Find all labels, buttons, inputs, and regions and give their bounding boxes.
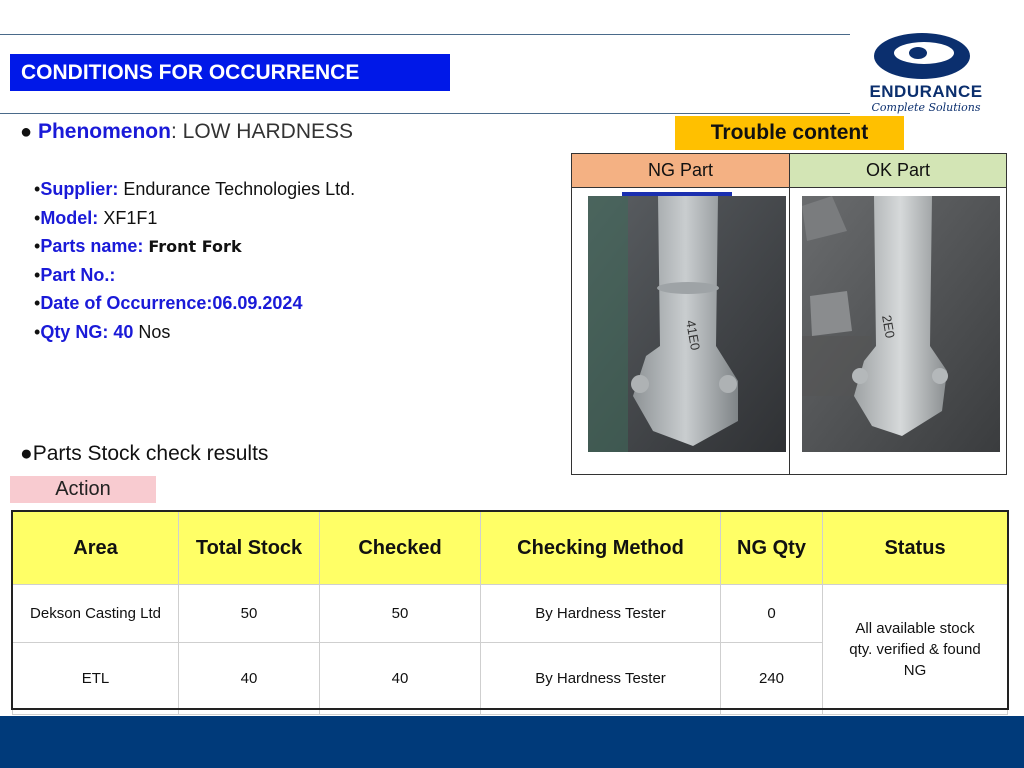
trouble-comparison: [571, 153, 1007, 475]
ng-part-header: NG Part: [572, 154, 790, 188]
ok-part-header: OK Part: [790, 154, 1006, 188]
ng-part-marking: 41E0: [683, 318, 704, 352]
qty-row: •Qty NG: 40 Nos: [34, 321, 171, 342]
supplier-value: Endurance Technologies Ltd.: [123, 179, 356, 199]
top-rule: [0, 34, 850, 35]
date-row: •Date of Occurrence:06.09.2024: [34, 293, 303, 314]
logo-brand: ENDURANCE: [869, 82, 983, 101]
ok-part-photo: [802, 196, 1000, 452]
logo-tagline: Complete Solutions: [871, 101, 981, 114]
footer-bar: [0, 716, 1024, 768]
stock-check-table: [12, 511, 1008, 715]
cell-total-stock: 40: [179, 643, 320, 715]
occurrence-details: [34, 175, 355, 347]
page-title: CONDITIONS FOR OCCURRENCE: [10, 54, 450, 91]
table-header-row: [13, 512, 1008, 585]
ng-part-photo: [588, 196, 786, 452]
phenomenon-separator: :: [170, 120, 177, 143]
supplier-row: •Supplier: Endurance Technologies Ltd.: [34, 179, 356, 199]
col-status: Status: [823, 512, 1008, 585]
col-checking-method: Checking Method: [481, 512, 721, 585]
parts-name-row: •Parts name: Front Fork: [34, 236, 242, 257]
ok-part-marking: 2E0: [879, 313, 898, 340]
qty-label: Qty NG: 40: [40, 321, 134, 342]
logo-mark-icon: [856, 30, 996, 86]
phenomenon: [20, 120, 353, 144]
cell-total-stock: 50: [179, 585, 320, 643]
supplier-label: Supplier:: [40, 179, 119, 199]
part-no-row: •Part No.:: [34, 264, 116, 285]
bullet-icon: ●: [20, 442, 33, 465]
table-row: [13, 585, 1008, 643]
model-row: •Model: XF1F1: [34, 207, 158, 228]
action-label: Action: [10, 476, 156, 503]
col-total-stock: Total Stock: [179, 512, 320, 585]
cell-ng-qty: 240: [721, 643, 823, 715]
cell-method: By Hardness Tester: [481, 585, 721, 643]
cell-ng-qty: 0: [721, 585, 823, 643]
trouble-content-title: Trouble content: [675, 116, 904, 150]
parts-name-value: Front Fork: [148, 237, 242, 257]
cell-checked: 40: [320, 643, 481, 715]
bullet-icon: ●: [20, 121, 33, 143]
stock-check-title: [20, 442, 268, 466]
col-ng-qty: NG Qty: [721, 512, 823, 585]
cell-status: All available stock qty. verified & found NG: [823, 585, 1008, 715]
endurance-logo: [856, 30, 996, 120]
cell-method: By Hardness Tester: [481, 643, 721, 715]
phenomenon-label: Phenomenon: [37, 120, 171, 143]
header-rule: [0, 113, 850, 114]
phenomenon-value: LOW HARDNESS: [182, 120, 353, 143]
cell-checked: 50: [320, 585, 481, 643]
part-no-label: Part No.:: [40, 264, 116, 285]
date-label: Date of Occurrence:06.09.2024: [40, 293, 303, 314]
model-label: Model:: [40, 207, 99, 228]
stock-check-label: Parts Stock check results: [32, 442, 269, 465]
column-divider: [789, 188, 790, 474]
cell-area: Dekson Casting Ltd: [13, 585, 179, 643]
col-area: Area: [13, 512, 179, 585]
parts-name-label: Parts name:: [40, 236, 144, 257]
cell-area: ETL: [13, 643, 179, 715]
qty-unit: Nos: [138, 321, 171, 342]
col-checked: Checked: [320, 512, 481, 585]
model-value: XF1F1: [103, 207, 158, 228]
